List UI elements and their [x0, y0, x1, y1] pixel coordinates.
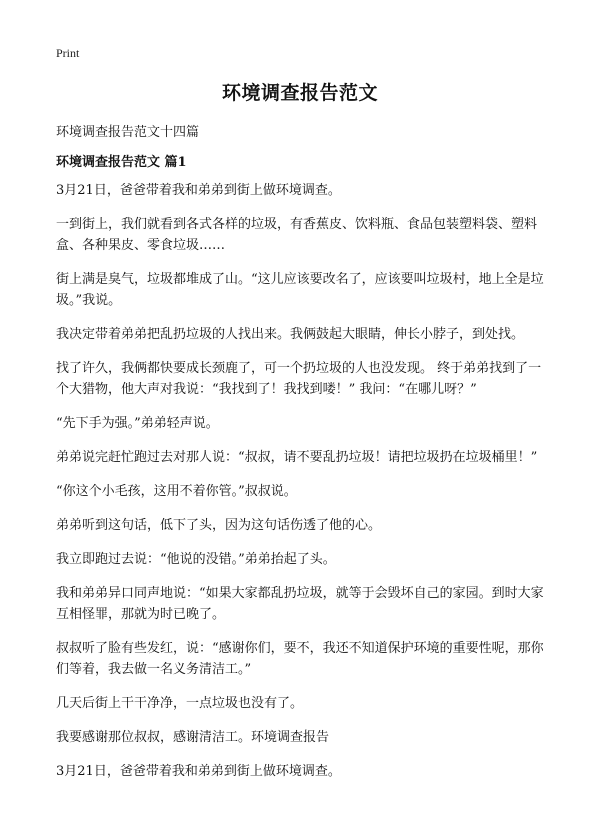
article-body: [56, 180, 546, 795]
paragraph: 3月21日，爸爸带着我和弟弟到街上做环境调查。: [56, 764, 341, 779]
paragraph: “先下手为强。”弟弟轻声说。: [56, 416, 219, 431]
section-heading: 环境调查报告范文 篇1: [56, 155, 187, 170]
page-title: 环境调查报告范文: [221, 82, 378, 104]
paragraph: 几天后街上干干净净，一点垃圾也没有了。: [56, 696, 304, 711]
paragraph: 一到街上，我们就看到各式各样的垃圾，有香蕉皮、饮料瓶、食品包装塑料袋、塑料盒、各种果皮、零食垃圾……: [56, 217, 538, 253]
paragraph: 我和弟弟异口同声地说：“如果大家都乱扔垃圾，就等于会毁坏自己的家园。到时大家互相怪罪，那就为时已晚了。: [56, 586, 544, 622]
paragraph: 街上满是臭气，垃圾都堆成了山。“这儿应该要改名了，应该要叫垃圾村，地上全是垃圾。”我说。: [56, 272, 544, 308]
paragraph: 我要感谢那位叔叔，感谢清洁工。环境调查报告: [56, 730, 330, 745]
paragraph: 叔叔听了脸有些发红，说：“感谢你们，要不，我还不知道保护环境的重要性呢，那你们等着，我去做一名义务清洁工。”: [56, 641, 544, 677]
paragraph: 弟弟说完赶忙跑过去对那人说：“叔叔，请不要乱扔垃圾！请把垃圾扔在垃圾桶里！”: [56, 450, 538, 465]
print-link[interactable]: Print: [56, 46, 80, 60]
paragraph: 我决定带着弟弟把乱扔垃圾的人找出来。我俩鼓起大眼睛，伸长小脖子，到处找。: [56, 327, 525, 342]
paragraph: 找了许久，我俩都快要成长颈鹿了，可一个扔垃圾的人也没发现。 终于弟弟找到了一个大猎物，他大声对我说：“我找到了！我找到喽！” 我问：“在哪儿呀？”: [56, 361, 542, 397]
paragraph: 弟弟听到这句话，低下了头，因为这句话伤透了他的心。: [56, 518, 382, 533]
paragraph: 我立即跑过去说：“他说的没错。”弟弟抬起了头。: [56, 552, 336, 567]
paragraph: “你这个小毛孩，这用不着你管。”叔叔说。: [56, 484, 297, 499]
document-subtitle: 环境调查报告范文十四篇: [56, 125, 200, 140]
paragraph: 3月21日，爸爸带着我和弟弟到街上做环境调查。: [56, 183, 341, 198]
